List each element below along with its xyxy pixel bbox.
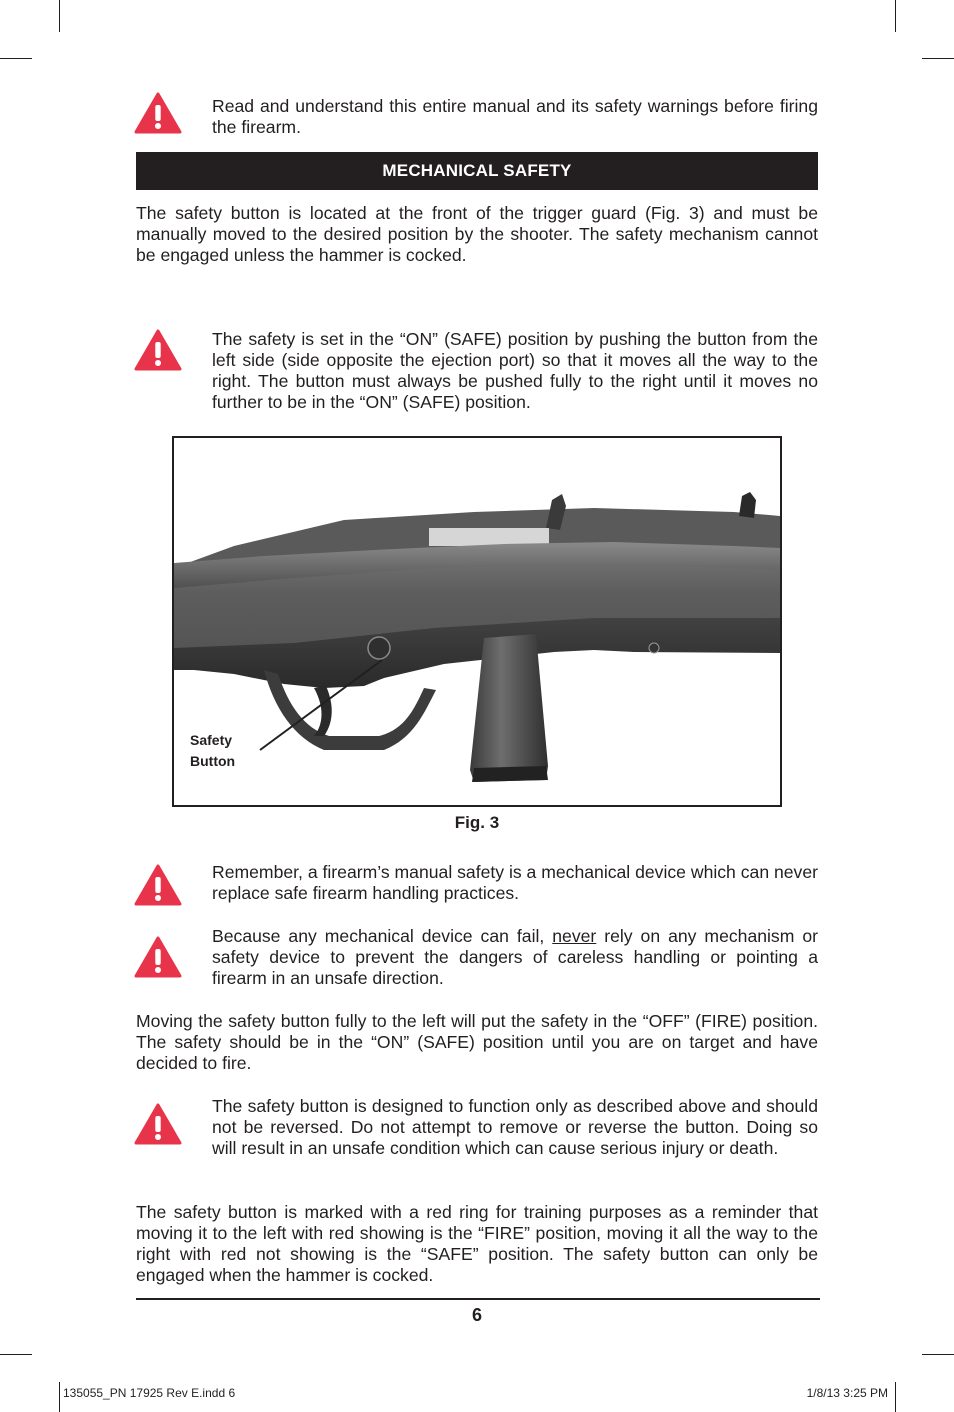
body-paragraph-location: The safety button is located at the front of the trigger guard (Fig. 3) and must be manually moved to the desired position by the shooter. The safety mechanism cannot be engaged unless the hammer is cocked. xyxy=(136,203,818,265)
slug-filename: 135055_PN 17925 Rev E.indd 6 xyxy=(63,1386,236,1400)
warning-icon xyxy=(134,864,182,906)
slug-timestamp: 1/8/13 3:25 PM xyxy=(806,1386,888,1400)
crop-mark xyxy=(895,0,896,32)
crop-mark xyxy=(922,1354,954,1355)
crop-mark xyxy=(0,1354,32,1355)
warning-icon xyxy=(134,936,182,978)
crop-mark xyxy=(895,1382,896,1412)
warning-never-rely-part2: rely on any mechanism or safety device to prevent the dangers of careless handling or pointing a firearm in an unsafe direction. xyxy=(212,926,818,988)
body-paragraph-red-ring: The safety button is marked with a red ring for training purposes as a reminder that moving it to the left with red showing is the “FIRE” position, moving it all the way to the right with red not showing is the “SAFE” position. The safety button can only be engaged when the hammer is cocked. xyxy=(136,1202,818,1285)
section-header: MECHANICAL SAFETY xyxy=(136,152,818,190)
warning-never-rely xyxy=(212,926,818,989)
figure-caption: Fig. 3 xyxy=(454,813,500,832)
crop-mark xyxy=(922,58,954,59)
crop-mark xyxy=(0,58,32,59)
footer-rule xyxy=(136,1298,820,1300)
warning-never-emphasis: never xyxy=(552,926,597,946)
warning-icon xyxy=(134,92,182,134)
figure-callout-label-line1: Safety xyxy=(190,732,233,748)
warning-icon xyxy=(134,329,182,371)
rifle-illustration xyxy=(174,438,780,805)
warning-read-manual: Read and understand this entire manual and its safety warnings before firing the firearm. xyxy=(212,96,818,137)
page-number: 6 xyxy=(471,1305,482,1325)
figure-callout-label-line2: Button xyxy=(190,753,236,769)
body-paragraph-fire-position: Moving the safety button fully to the left will put the safety in the “OFF” (FIRE) position. The safety should be in the “ON” (SAFE) position until you are on target and have decided to fire. xyxy=(136,1011,818,1073)
warning-safe-position: The safety is set in the “ON” (SAFE) position by pushing the button from the left side (side opposite the ejection port) so that it moves all the way to the right. The button must always be pushed fully to the right until it moves no further to be in the “ON” (SAFE) position. xyxy=(212,329,818,412)
crop-mark xyxy=(59,0,60,32)
warning-do-not-reverse: The safety button is designed to function only as described above and should not be reversed. Do not attempt to remove or reverse the button. Doing so will result in an unsafe condition which can cause serious injury or death. xyxy=(212,1096,818,1158)
figure-3-photo xyxy=(172,436,782,807)
crop-mark xyxy=(59,1382,60,1412)
warning-icon xyxy=(134,1103,182,1145)
warning-mechanical-device: Remember, a firearm’s manual safety is a mechanical device which can never replace safe firearm handling practices. xyxy=(212,862,818,903)
warning-never-rely-part1: Because any mechanical device can fail, xyxy=(212,926,553,946)
